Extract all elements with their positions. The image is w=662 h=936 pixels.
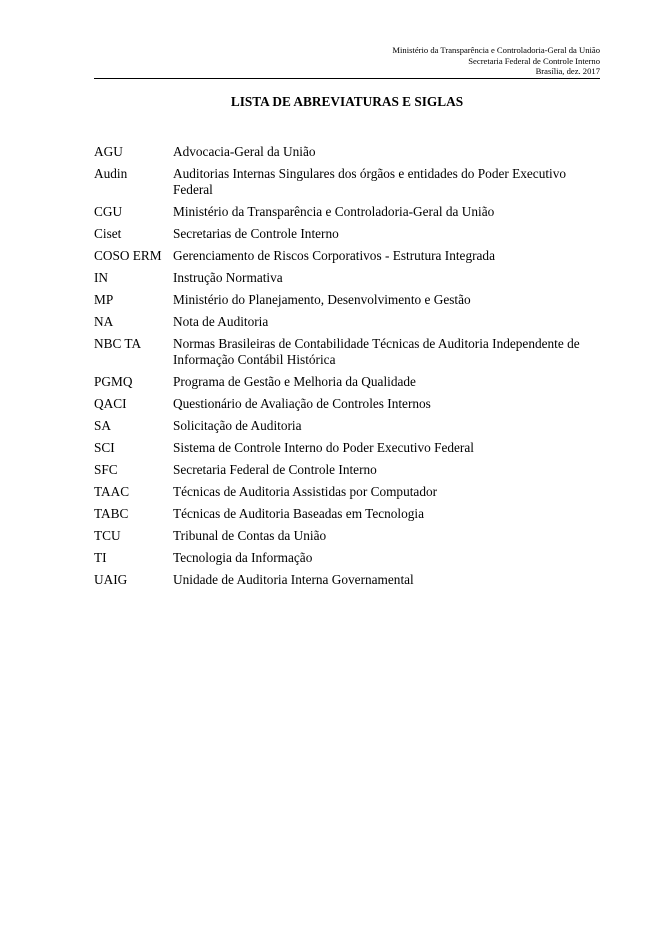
abbreviation-description: Normas Brasileiras de Contabilidade Técnicas de Auditoria Independente de Informação Contábil Histórica	[173, 336, 580, 367]
abbreviation-description: Instrução Normativa	[173, 270, 283, 285]
abbreviation-description: Ministério da Transparência e Controladoria-Geral da União	[173, 204, 495, 219]
abbreviation-description: Técnicas de Auditoria Baseadas em Tecnologia	[173, 506, 425, 521]
abbreviation-row	[94, 226, 594, 242]
abbreviation-code: TCU	[94, 528, 121, 543]
abbreviation-description: Unidade de Auditoria Interna Governamental	[173, 572, 414, 587]
abbreviation-row	[94, 484, 594, 500]
abbreviation-row	[94, 314, 594, 330]
abbreviation-row	[94, 462, 594, 478]
abbreviation-code: TABC	[94, 506, 129, 521]
abbreviation-code: NBC TA	[94, 336, 142, 351]
abbreviation-row	[94, 248, 594, 264]
abbreviation-description: Secretaria Federal de Controle Interno	[173, 462, 377, 477]
abbreviation-code: MP	[94, 292, 114, 307]
abbreviation-row	[94, 292, 594, 308]
abbreviation-code: PGMQ	[94, 374, 133, 389]
abbreviation-description: Advocacia-Geral da União	[173, 144, 316, 159]
abbreviation-description: Auditorias Internas Singulares dos órgãos e entidades do Poder Executivo Federal	[173, 166, 567, 197]
abbreviation-description: Ministério do Planejamento, Desenvolvimento e Gestão	[173, 292, 471, 307]
abbreviation-row	[94, 506, 594, 522]
abbreviation-code: CGU	[94, 204, 123, 219]
header-secretariat: Secretaria Federal de Controle Interno	[468, 55, 600, 66]
abbreviation-code: TAAC	[94, 484, 130, 499]
abbreviation-code: Audin	[94, 166, 128, 181]
abbreviation-description: Gerenciamento de Riscos Corporativos - Estrutura Integrada	[173, 248, 495, 263]
abbreviation-row	[94, 396, 594, 412]
abbreviation-row	[94, 144, 594, 160]
abbreviation-row	[94, 270, 594, 286]
abbreviation-description: Tecnologia da Informação	[173, 550, 313, 565]
abbreviation-row	[94, 166, 594, 198]
page-header	[94, 45, 600, 77]
abbreviation-row	[94, 550, 594, 566]
abbreviation-code: NA	[94, 314, 114, 329]
abbreviation-code: UAIG	[94, 572, 128, 587]
abbreviation-description: Nota de Auditoria	[173, 314, 269, 329]
abbreviation-list	[94, 144, 594, 594]
abbreviation-code: SCI	[94, 440, 115, 455]
abbreviation-description: Questionário de Avaliação de Controles Internos	[173, 396, 431, 411]
abbreviation-code: IN	[94, 270, 109, 285]
abbreviation-code: SFC	[94, 462, 118, 477]
abbreviation-description: Secretarias de Controle Interno	[173, 226, 339, 241]
abbreviation-description: Técnicas de Auditoria Assistidas por Computador	[173, 484, 438, 499]
page-title: LISTA DE ABREVIATURAS E SIGLAS	[230, 94, 464, 109]
abbreviation-description: Solicitação de Auditoria	[173, 418, 302, 433]
abbreviation-row	[94, 418, 594, 434]
abbreviation-description: Sistema de Controle Interno do Poder Executivo Federal	[173, 440, 474, 455]
abbreviation-description: Programa de Gestão e Melhoria da Qualidade	[173, 374, 416, 389]
abbreviation-row	[94, 528, 594, 544]
abbreviation-row	[94, 374, 594, 390]
abbreviation-code: COSO ERM	[94, 248, 162, 263]
header-divider	[94, 78, 600, 79]
header-ministry: Ministério da Transparência e Controladoria-Geral da União	[392, 45, 600, 55]
abbreviation-code: TI	[94, 550, 107, 565]
abbreviation-code: QACI	[94, 396, 127, 411]
header-date: Brasília, dez. 2017	[535, 66, 600, 77]
abbreviation-row	[94, 572, 594, 588]
abbreviation-description: Tribunal de Contas da União	[173, 528, 327, 543]
abbreviation-row	[94, 204, 594, 220]
abbreviation-code: Ciset	[94, 226, 122, 241]
abbreviation-code: SA	[94, 418, 111, 433]
abbreviation-row	[94, 440, 594, 456]
abbreviation-row	[94, 336, 594, 368]
abbreviation-code: AGU	[94, 144, 123, 159]
